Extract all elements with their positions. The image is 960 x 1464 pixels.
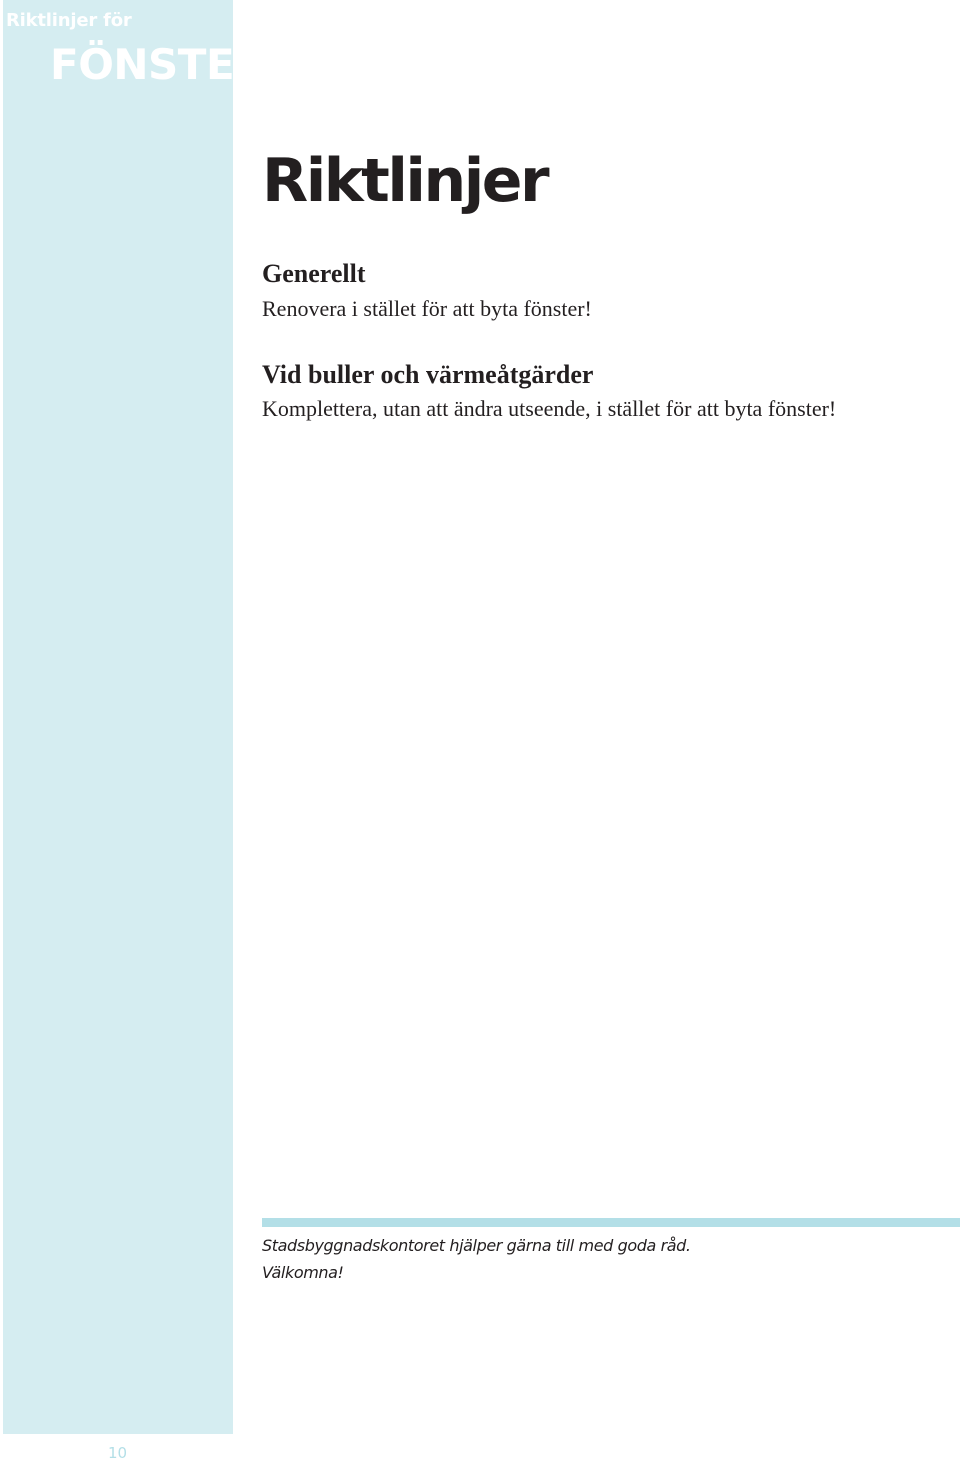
section-heading-buller: Vid buller och värmeåtgärder	[262, 360, 594, 389]
page-title: Riktlinjer	[262, 146, 548, 216]
footer-note: Stadsbyggnadskontoret hjälper gärna till med goda råd.	[262, 1236, 691, 1255]
section-heading-generellt: Generellt	[262, 259, 366, 288]
section-body-buller: Komplettera, utan att ändra utseende, i stället för att byta fönster!	[262, 396, 837, 421]
footer-greeting: Välkomna!	[262, 1263, 344, 1282]
series-label: Riktlinjer för	[6, 10, 132, 31]
page-number: 10	[108, 1444, 128, 1462]
section-body-generellt: Renovera i stället för att byta fönster!	[262, 296, 592, 321]
sidebar-band	[3, 0, 266, 1434]
series-title: FÖNSTER	[50, 40, 266, 89]
footer-divider	[262, 1218, 960, 1227]
